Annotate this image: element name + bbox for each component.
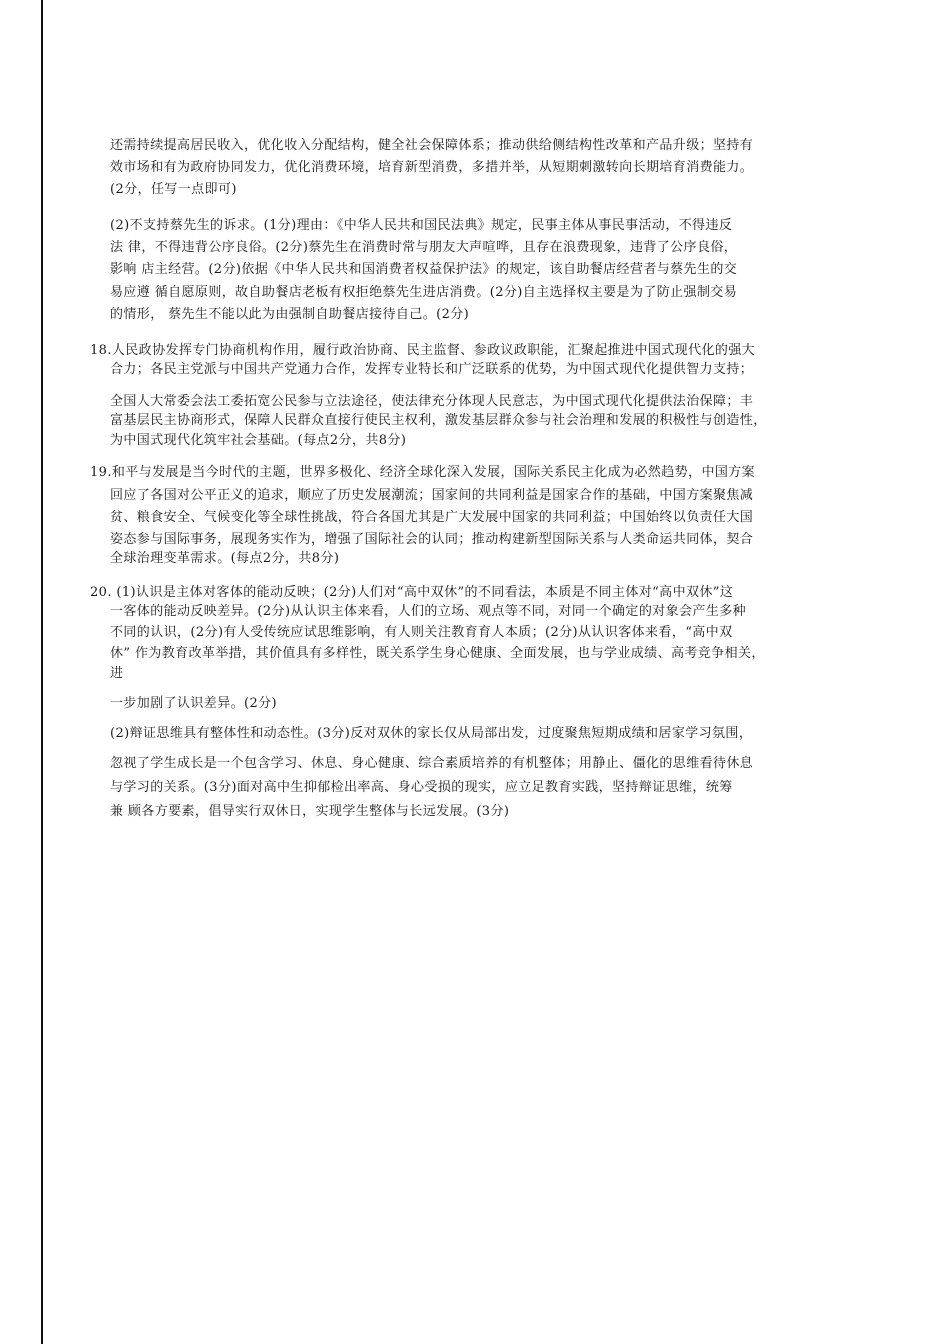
- text-line: 回应了各国对公平正义的追求，顺应了历史发展潮流；国家间的共同利益是国家合作的基础，中国方案聚焦减: [110, 488, 754, 503]
- text-line: 与学习的关系。(3分)面对高中生抑郁检出率高、身心受损的现实，应立足教育实践，坚持辩证思维，统筹: [110, 780, 733, 795]
- text-line: 姿态参与国际事务，展现务实作为，增强了国际社会的认同；推动构建新型国际关系与人类命运共同体，契合: [110, 532, 754, 547]
- text-line: 一步加剧了认识差异。(2分): [110, 696, 278, 711]
- text-line: 不同的认识，(2分)有人受传统应试思维影响，有人则关注教育育人本质；(2分)从认识客体来看，“高中双: [110, 625, 733, 640]
- text-line: (2)不支持蔡先生的诉求。(1分)理由：《中华人民共和国民法典》规定，民事主体从事民事活动，不得违反: [110, 218, 733, 233]
- text-line: 进: [110, 666, 124, 681]
- text-line: (2)辩证思维具有整体性和动态性。(3分)反对双休的家长仅从局部出发，过度聚焦短期成绩和居家学习氛围，: [110, 726, 753, 741]
- text-line: 全国人大常委会法工委拓宽公民参与立法途径，使法律充分体现人民意志，为中国式现代化提供法治保障；丰: [110, 394, 754, 409]
- text-line: 影响 店主经营。(2分)依据《中华人民共和国消费者权益保护法》的规定，该自助餐店经营者与蔡先生的交: [110, 262, 738, 277]
- question-20-line: 20. (1)认识是主体对客体的能动反映；(2分)人们对“高中双休”的不同看法，本质是不同主体对“高中双休”这: [90, 585, 734, 600]
- text-line: 全球治理变革需求。(每点2分，共8分): [110, 551, 340, 566]
- text-line: 的情形， 蔡先生不能以此为由强制自助餐店接待自己。(2分): [110, 307, 470, 322]
- text-line: 为中国式现代化筑牢社会基础。(每点2分，共8分): [110, 433, 407, 448]
- text-line: 贫、粮食安全、气候变化等全球性挑战，符合各国尤其是广大发展中国家的共同利益；中国始终以负责任大国: [110, 510, 754, 525]
- text-line: 休” 作为教育改革举措，其价值具有多样性，既关系学生身心健康、全面发展，也与学业成绩、高考竞争相关，: [110, 646, 765, 661]
- text-line: 还需持续提高居民收入，优化收入分配结构，健全社会保障体系；推动供给侧结构性改革和产品升级；坚持有: [110, 138, 754, 153]
- text-line: (2分，任写一点即可): [110, 182, 237, 197]
- text-line: 效市场和有为政府协同发力，优化消费环境，培育新型消费，多措并举，从短期刺激转向长期培育消费能力。: [110, 160, 754, 175]
- text-line: 富基层民主协商形式，保障人民群众直接行使民主权利，激发基层群众参与社会治理和发展的积极性与创造性，: [110, 413, 767, 428]
- text-line: 法 律，不得违背公序良俗。(2分)蔡先生在消费时常与朋友大声喧哗，且存在浪费现象，违背了公序良俗，: [110, 240, 738, 255]
- text-line: 兼 顾各方要素，倡导实行双休日，实现学生整体与长远发展。(3分): [110, 804, 510, 819]
- text-line: 一客体的能动反映差异。(2分)从认识主体来看，人们的立场、观点等不同，对同一个确定的对象会产生多种: [110, 604, 747, 619]
- question-19-line: 19.和平与发展是当今时代的主题，世界多极化、经济全球化深入发展，国际关系民主化成为必然趋势，中国方案: [90, 465, 756, 480]
- text-line: 合力；各民主党派与中国共产党通力合作，发挥专业特长和广泛联系的优势，为中国式现代化提供智力支持；: [110, 362, 754, 377]
- question-18-line: 18.人民政协发挥专门协商机构作用，履行政治协商、民主监督、参政议政职能，汇聚起推进中国式现代化的强大: [90, 343, 756, 358]
- text-line: 易应遵 循自愿原则，故自助餐店老板有权拒绝蔡先生进店消费。(2分)自主选择权主要是为了防止强制交易: [110, 285, 738, 300]
- text-line: 忽视了学生成长是一个包含学习、休息、身心健康、综合素质培养的有机整体；用静止、僵化的思维看待休息: [110, 756, 754, 771]
